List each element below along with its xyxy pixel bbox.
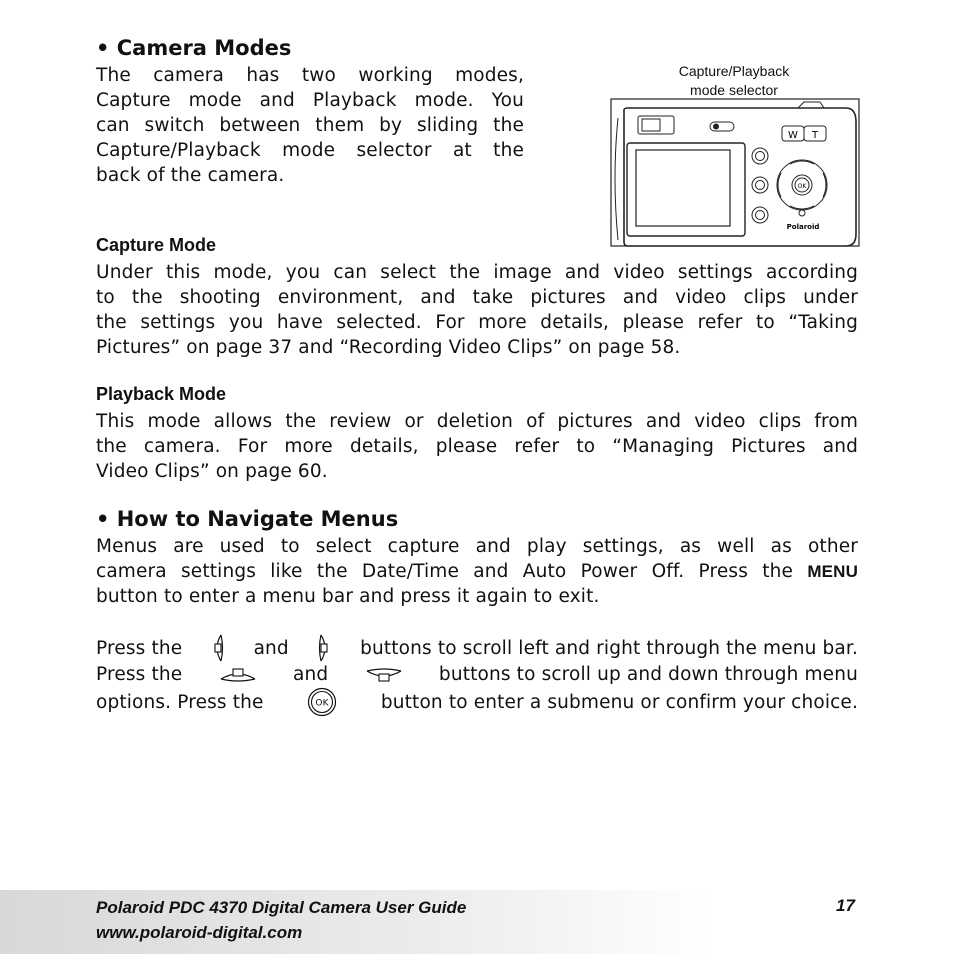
heading-navigate-menus: • How to Navigate Menus [96, 507, 399, 531]
text-fragment: button to enter a submenu or confirm your choice. [380, 691, 858, 713]
zoom-t-label: T [811, 130, 819, 141]
text-fragment: buttons to scroll left and right through the menu bar. [360, 637, 858, 659]
playback-mode-paragraph [96, 409, 858, 484]
text-line: to the shooting environment, and take pictures and video clips under [96, 287, 858, 308]
text-fragment: Press the [96, 637, 183, 659]
text-fragment: buttons to scroll up and down through menu [438, 664, 858, 685]
text-line: can switch between them by sliding the [96, 115, 524, 136]
brand-logo-text: Polaroid [786, 223, 820, 231]
text-line [96, 559, 858, 584]
text-line: Capture mode and Playback mode. You [96, 90, 524, 111]
text-line: The camera has two working modes, [96, 65, 524, 86]
heading-playback-mode: Playback Mode [96, 384, 227, 404]
heading-camera-modes: • Camera Modes [96, 36, 292, 60]
text-line: button to enter a menu bar and press it again to exit. [96, 586, 600, 607]
text-line: the camera. For more details, please refer to “Managing Pictures and [96, 436, 858, 457]
down-button-icon [366, 666, 402, 684]
zoom-w-label: W [788, 130, 798, 141]
text-fragment: Press the [96, 664, 183, 685]
navigate-menus-paragraph [96, 534, 858, 609]
ok-icon-label: OK [315, 698, 329, 709]
heading-capture-mode: Capture Mode [96, 235, 217, 255]
camera-back-illustration [610, 98, 860, 248]
ok-button-label: OK [797, 183, 807, 190]
caption-line: mode selector [690, 82, 778, 98]
page-footer [0, 890, 954, 954]
up-button-icon [220, 666, 256, 684]
figure-caption [654, 62, 814, 100]
text-fragment: camera settings like the Date/Time and Auto Power Off. Press the [96, 561, 808, 582]
text-line: Capture/Playback mode selector at the [96, 140, 524, 161]
ok-button-icon [307, 687, 337, 717]
instruction-line [96, 634, 858, 662]
capture-mode-paragraph [96, 260, 858, 360]
text-line: This mode allows the review or deletion of pictures and video clips from [96, 411, 858, 432]
text-line: Menus are used to select capture and play settings, as well as other [96, 536, 858, 557]
text-line: Video Clips” on page 60. [96, 461, 328, 482]
page-number: 17 [836, 896, 855, 915]
footer-url: www.polaroid-digital.com [96, 923, 303, 942]
menu-keyword: MENU [807, 562, 858, 581]
camera-modes-paragraph [96, 63, 524, 188]
text-line: the settings you have selected. For more details, please refer to “Taking [96, 312, 858, 333]
footer-title: Polaroid PDC 4370 Digital Camera User Guide [96, 898, 467, 917]
instruction-line [96, 687, 858, 717]
text-line: Pictures” on page 37 and “Recording Video Clips” on page 58. [96, 337, 681, 358]
text-line: Under this mode, you can select the image and video settings according [96, 262, 858, 283]
text-fragment: options. Press the [96, 691, 264, 713]
navigation-instructions [96, 634, 858, 717]
left-button-icon [211, 634, 225, 662]
instruction-line [96, 662, 858, 687]
right-button-icon [317, 634, 331, 662]
text-fragment: and [253, 637, 289, 659]
caption-line: Capture/Playback [678, 63, 790, 79]
text-line: back of the camera. [96, 165, 285, 186]
text-fragment: and [292, 664, 329, 685]
